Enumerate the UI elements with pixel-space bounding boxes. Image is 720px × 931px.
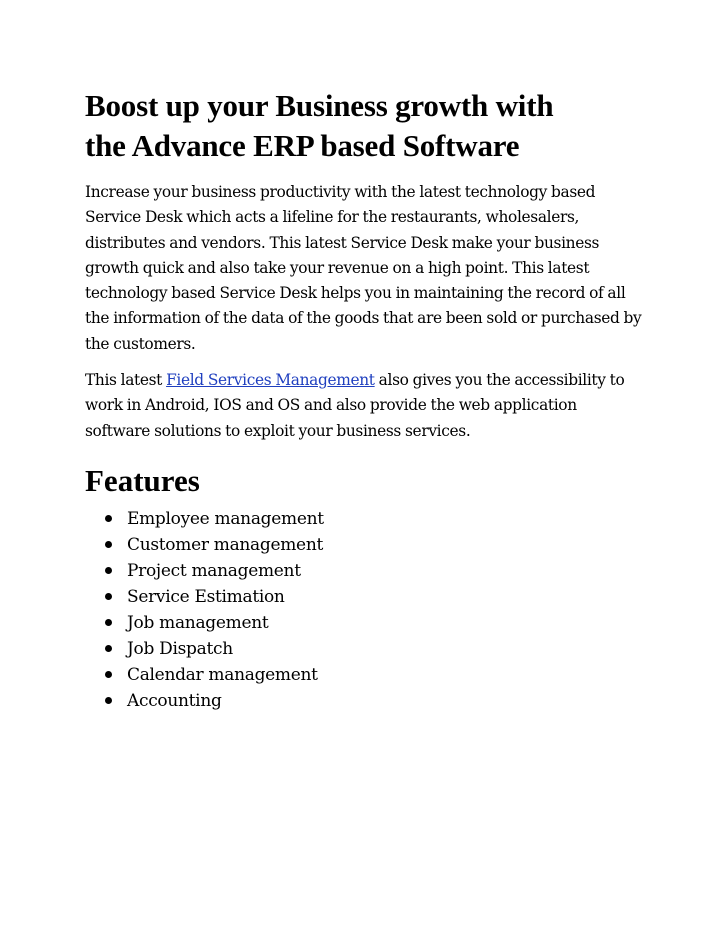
document-page (85, 86, 645, 714)
feature-label: Service Estimation (127, 586, 285, 607)
title-line-1: Boost up your Business growth with (85, 88, 554, 123)
feature-label: Calendar management (127, 664, 318, 685)
feature-label: Customer management (127, 534, 324, 555)
list-item (105, 662, 645, 688)
list-item (105, 610, 645, 636)
paragraph-text-before-link: This latest (85, 371, 167, 390)
bullet-icon (105, 645, 112, 652)
bullet-icon (105, 593, 112, 600)
feature-label: Job Dispatch (127, 638, 233, 659)
bullet-icon (105, 619, 112, 626)
title-line-2: the Advance ERP based Software (85, 128, 520, 163)
list-item (105, 532, 645, 558)
list-item (105, 636, 645, 662)
bullet-icon (105, 671, 112, 678)
intro-paragraph: Increase your business productivity with the latest technology based Service Desk which acts a lifeline for the restaurants, wholesalers, distributes and vendors. This latest Service Desk make your business growth quick and also take your revenue on a high point. This latest technology based Service Desk helps you in maintaining the record of all the information of the data of the goods that are been sold or purchased by the customers. (85, 183, 642, 353)
list-item (105, 584, 645, 610)
list-item (105, 688, 645, 714)
feature-label: Accounting (127, 690, 222, 711)
paragraph-text-after-link: also gives you the accessibility to work in Android, IOS and OS and also provide the web application software solutions to exploit your business services. (85, 371, 625, 440)
field-services-management-link[interactable]: Field Services Management (166, 371, 375, 390)
bullet-icon (105, 541, 112, 548)
page-title (85, 86, 645, 166)
bullet-icon (105, 515, 112, 522)
list-item (105, 506, 645, 532)
feature-label: Employee management (127, 508, 324, 529)
field-services-paragraph (85, 368, 645, 444)
features-heading: Features (85, 462, 200, 498)
bullet-icon (105, 567, 112, 574)
feature-label: Project management (127, 560, 301, 581)
bullet-icon (105, 697, 112, 704)
list-item (105, 558, 645, 584)
features-list (85, 506, 645, 714)
feature-label: Job management (127, 612, 269, 633)
